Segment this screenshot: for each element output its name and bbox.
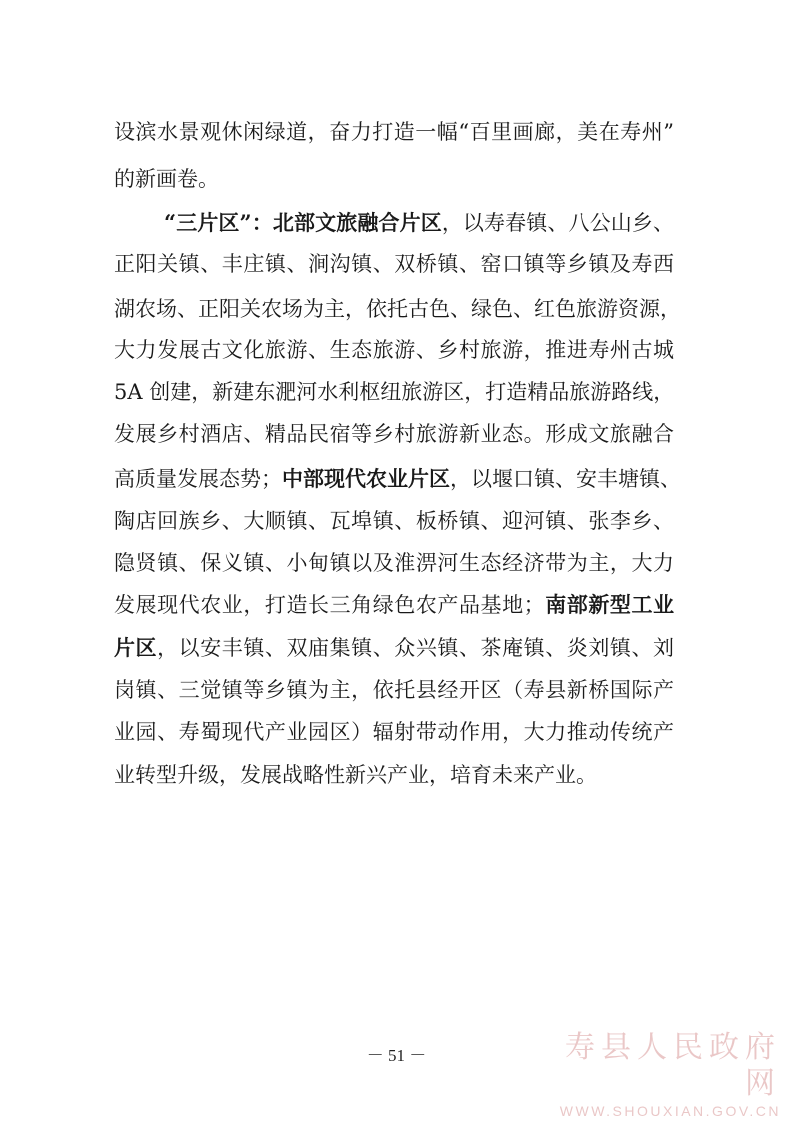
text-line-10 xyxy=(114,507,674,535)
text-line-14 xyxy=(114,676,674,704)
text-segment: ，以堰口镇、安丰塘镇、 xyxy=(450,467,681,491)
text-segment: 陶店回族乡、大顺镇、瓦埠镇、板桥镇、迎河镇、张李乡、 xyxy=(114,509,674,533)
text-segment: 发展乡村酒店、精品民宿等乡村旅游新业态。形成文旅融合 xyxy=(114,422,674,446)
text-line-13 xyxy=(114,634,674,662)
section-heading-central: 中部现代农业片区 xyxy=(282,466,450,491)
section-heading-south-cont: 片区 xyxy=(114,635,158,660)
text-segment: 大力发展古文化旅游、生态旅游、乡村旅游，推进寿州古城 xyxy=(114,338,674,362)
text-line-8 xyxy=(114,420,674,448)
watermark-url: WWW.SHOUXIAN.GOV.CN xyxy=(559,1103,781,1119)
text-line-2 xyxy=(114,165,674,193)
text-line-16 xyxy=(114,761,674,789)
text-segment: 岗镇、三觉镇等乡镇为主，依托县经开区（寿县新桥国际产 xyxy=(114,678,674,702)
text-segment: 业园、寿蜀现代产业园区）辐射带动作用，大力推动传统产 xyxy=(114,720,674,744)
text-segment: 业转型升级，发展战略性新兴产业，培育未来产业。 xyxy=(114,763,597,787)
section-heading-south: 南部新型工业 xyxy=(544,592,675,617)
text-line-1 xyxy=(114,118,674,146)
text-line-3 xyxy=(164,209,674,237)
text-segment: 5A 创建，新建东淝河水利枢纽旅游区，打造精品旅游路线， xyxy=(114,380,675,404)
text-segment: 设滨水景观休闲绿道，奋力打造一幅“百里画廊，美在寿州” xyxy=(114,120,674,144)
text-line-15 xyxy=(114,718,674,746)
text-line-12 xyxy=(114,591,674,619)
watermark-title: 寿县人民政府网 xyxy=(565,1030,781,1101)
text-line-9 xyxy=(114,465,681,493)
text-line-5 xyxy=(114,295,681,323)
text-line-6 xyxy=(114,336,674,364)
text-segment: 发展现代农业，打造长三角绿色农产品基地； xyxy=(114,593,545,617)
text-segment: 湖农场、正阳关农场为主，依托古色、绿色、红色旅游资源， xyxy=(114,297,681,321)
text-line-7 xyxy=(114,378,674,406)
page-number: － 51 － xyxy=(366,1046,427,1065)
site-watermark xyxy=(541,1030,781,1120)
text-segment: 正阳关镇、丰庄镇、涧沟镇、双桥镇、窑口镇等乡镇及寿西 xyxy=(114,252,674,276)
text-segment: 的新画卷。 xyxy=(114,167,219,191)
text-segment: 隐贤镇、保义镇、小甸镇以及淮淠河生态经济带为主，大力 xyxy=(114,551,674,575)
text-segment: 高质量发展态势； xyxy=(114,467,282,491)
section-heading-north: “三片区”：北部文旅融合片区 xyxy=(164,210,442,235)
text-line-4 xyxy=(114,250,674,278)
text-segment: ，以寿春镇、八公山乡、 xyxy=(441,211,674,235)
text-line-11 xyxy=(114,549,674,577)
text-segment: ，以安丰镇、双庙集镇、众兴镇、茶庵镇、炎刘镇、刘 xyxy=(157,636,675,660)
